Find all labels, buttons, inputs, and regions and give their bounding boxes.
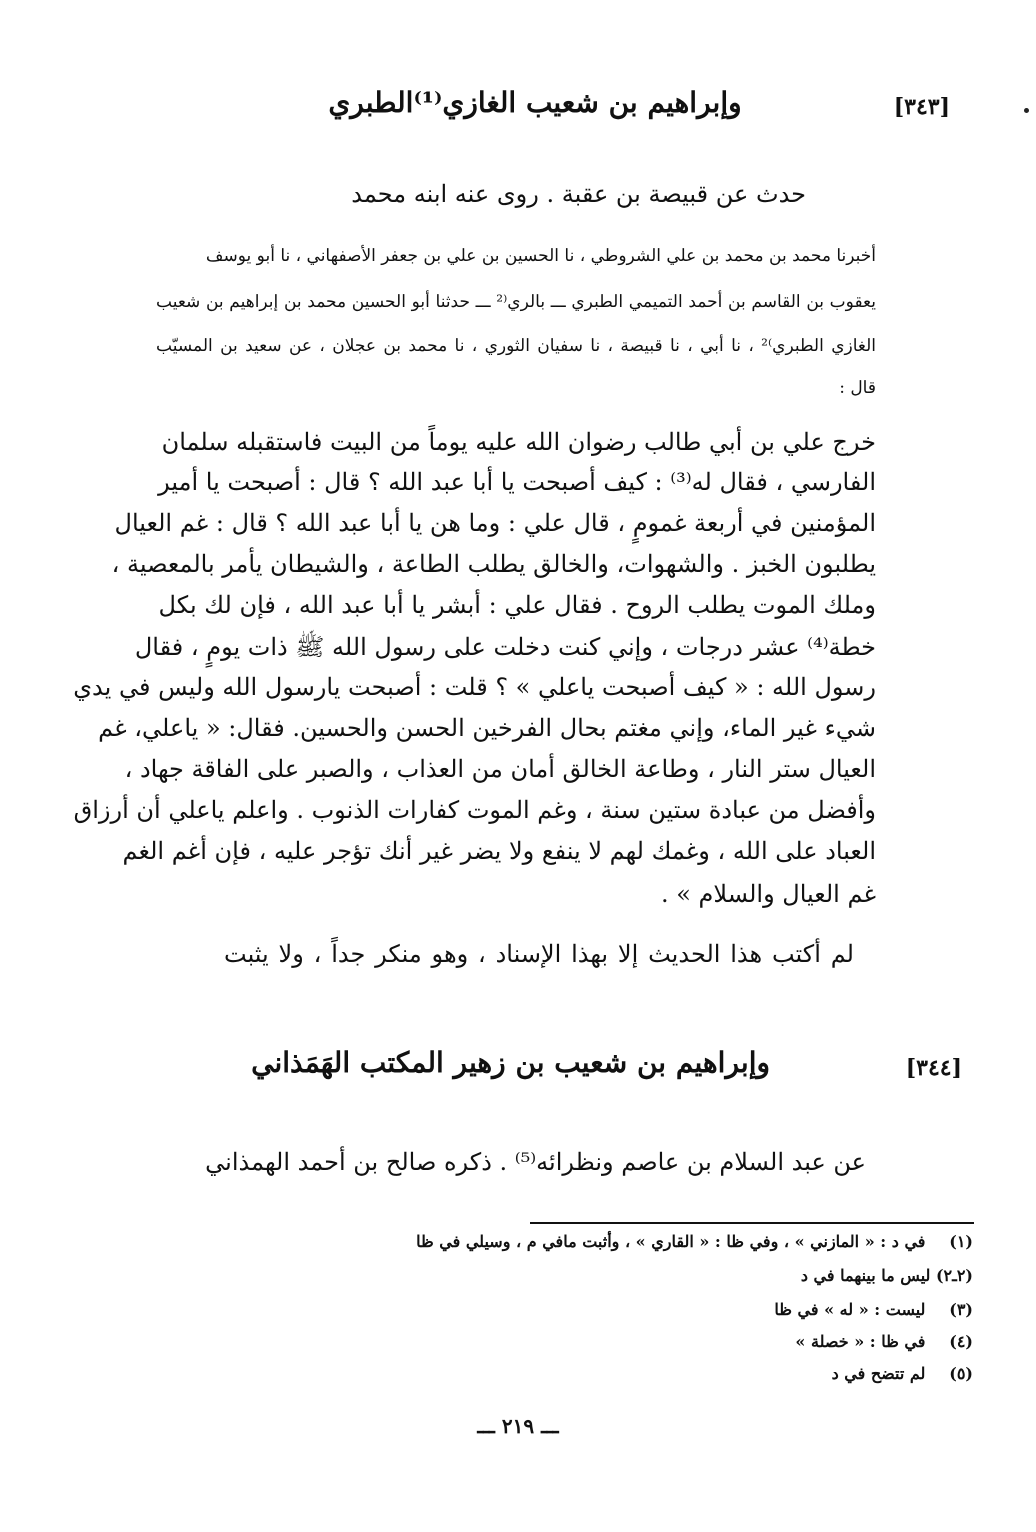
matn-line-7: رسول الله : « كيف أصبحت ياعلي » ؟ قلت : أصبحت يارسول الله وليس في يدي xyxy=(73,673,876,701)
footnote-4-number: (٤) xyxy=(949,1332,973,1351)
entry-343-title: وإبراهيم بن شعيب الغازي⁽¹⁾الطبري xyxy=(328,86,742,119)
matn-line-4: يطلبون الخبز . والشهوات، والخالق يطلب الطاعة ، والشيطان يأمر بالمعصية ، xyxy=(111,550,876,578)
footnote-1-number: (١) xyxy=(949,1232,973,1251)
isnad-line-1: أخبرنا محمد بن محمد بن علي الشروطي ، نا الحسين بن علي بن جعفر الأصفهاني ، نا أبو يوسف xyxy=(205,246,876,266)
matn-line-5: وملك الموت يطلب الروح . فقال علي : أبشر يا أبا عبد الله ، فإن لك بكل xyxy=(158,591,876,619)
matn-line-12: غم العيال والسلام » . xyxy=(660,880,876,908)
isnad-line-3: الغازي الطبري⁾² ، نا أبي ، نا قبيصة ، نا سفيان الثوري ، نا محمد بن عجلان ، عن سعيد بن المسيّب xyxy=(156,336,876,356)
footnote-3-number: (٣) xyxy=(949,1300,973,1319)
footnote-4-text: في ظا : « خصلة » xyxy=(795,1332,926,1351)
footnote-2-number: (٢ـ٢) xyxy=(935,1266,973,1285)
matn-line-8: شيء غير الماء، وإني مغتم بحال الفرخين الحسن والحسين. فقال: « ياعلي، غم xyxy=(98,714,876,742)
isnad-line-4: قال : xyxy=(839,378,876,398)
footnote-5 xyxy=(832,1364,973,1383)
footnote-1-text: في د : « المازني » ، وفي ظا : « القاري » ، وأثبت مافي م ، وسيلي في ظا xyxy=(416,1232,926,1251)
footnote-5-text: لم تتضح في د xyxy=(831,1364,926,1383)
matn-line-10: وأفضل من عبادة ستين سنة ، وغم الموت كفارات الذنوب . واعلم ياعلي أن أرزاق xyxy=(73,796,876,824)
matn-line-1: خرج علي بن أبي طالب رضوان الله عليه يوماً من البيت فاستقبله سلمان xyxy=(161,428,876,456)
entry-343-number: [٣٤٣] xyxy=(893,94,950,120)
matn-line-2: الفارسي ، فقال له⁽³⁾ : كيف أصبحت يا أبا عبد الله ؟ قال : أصبحت يا أمير xyxy=(158,468,876,496)
footnote-3-text: ليست : « له » في ظا xyxy=(774,1300,926,1319)
isnad-line-2: يعقوب بن القاسم بن أحمد التميمي الطبري ـــ بالري⁽² ـــ حدثنا أبو الحسين محمد بن إبراهيم بن شعيب xyxy=(156,292,876,312)
footnote-2 xyxy=(801,1266,973,1285)
footnote-1 xyxy=(416,1232,973,1251)
scan-speck xyxy=(1024,108,1029,113)
footnote-4 xyxy=(795,1332,973,1351)
footnote-5-number: (٥) xyxy=(949,1364,973,1383)
entry-344-intro: عن عبد السلام بن عاصم ونظرائه⁽⁵⁾ . ذكره صالح بن أحمد الهمذاني xyxy=(205,1148,866,1176)
footnote-2-text: ليس ما بينهما في د xyxy=(800,1266,931,1285)
matn-line-9: العيال ستر النار ، وطاعة الخالق أمان من العذاب ، والصبر على الفاقة جهاد ، xyxy=(124,755,876,783)
matn-line-6: خطة⁽⁴⁾ عشر درجات ، وإني كنت دخلت على رسول الله ﷺ ذات يومٍ ، فقال xyxy=(134,633,876,661)
matn-line-3: المؤمنين في أربعة غمومٍ ، قال علي : وما هن يا أبا عبد الله ؟ قال : غم العيال xyxy=(114,509,876,537)
page-number: ـــ ٢١٩ ـــ xyxy=(477,1414,559,1438)
matn-line-11: العباد على الله ، وغمك لهم لا ينفع ولا يضر غير أنك تؤجر عليه ، فإن أغم الغم xyxy=(122,837,876,865)
entry-344-title: وإبراهيم بن شعيب بن زهير المكتب الهَمَذاني xyxy=(251,1046,770,1079)
entry-344-number: [٣٤٤] xyxy=(905,1055,962,1081)
entry-343-closing: لم أكتب هذا الحديث إلا بهذا الإسناد ، وهو منكر جداً ، ولا يثبت xyxy=(224,940,854,968)
footnote-separator xyxy=(530,1222,974,1224)
entry-343-intro: حدث عن قبيصة بن عقبة . روى عنه ابنه محمد xyxy=(351,180,806,208)
footnote-3 xyxy=(774,1300,973,1319)
